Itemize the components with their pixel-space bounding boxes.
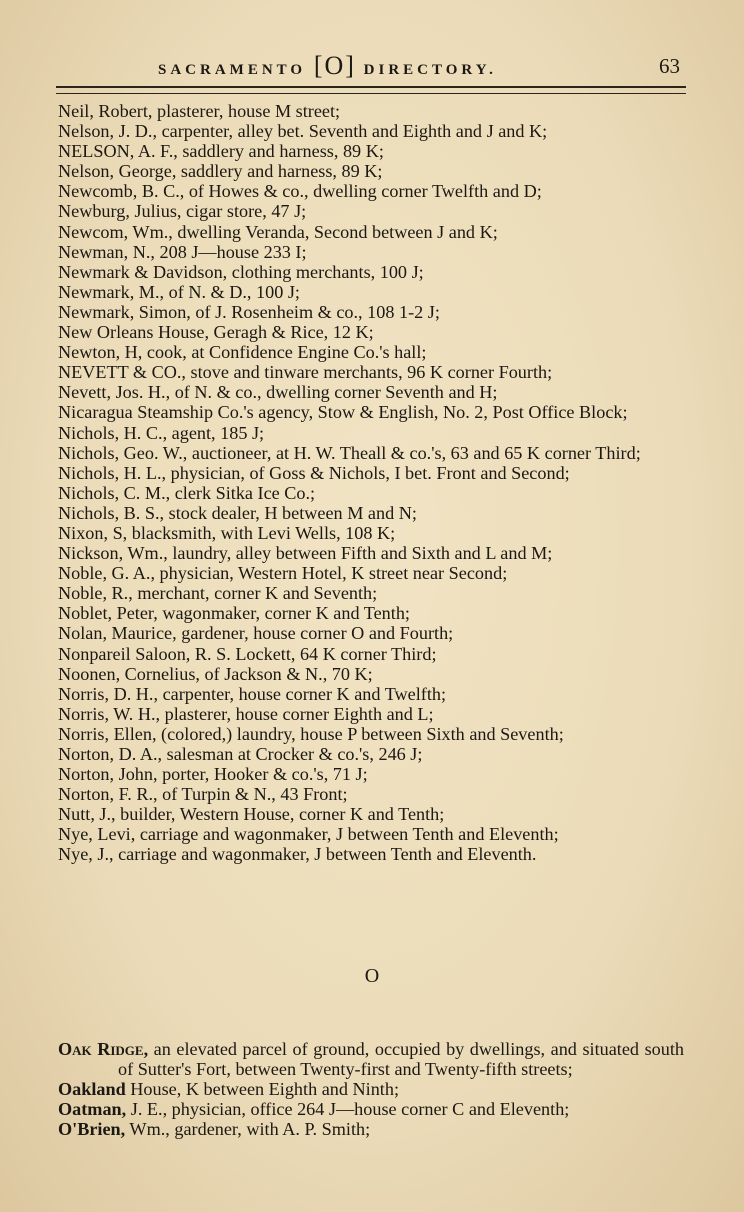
directory-entry: Nevett, Jos. H., of N. & co., dwelling corner Seventh and H; bbox=[58, 382, 498, 403]
directory-entry: Nichols, H. C., agent, 185 J; bbox=[58, 422, 265, 443]
directory-entry: Noble, R., merchant, corner K and Seventh; bbox=[58, 583, 378, 604]
running-title-left: SACRAMENTO bbox=[158, 62, 307, 78]
directory-entry: Newcomb, B. C., of Howes & co., dwelling corner Twelfth and D; bbox=[58, 181, 542, 202]
directory-entry: Nutt, J., builder, Western House, corner K and Tenth; bbox=[58, 804, 445, 825]
running-title bbox=[158, 51, 497, 81]
directory-entry: Norton, D. A., salesman at Crocker & co.'s, 246 J; bbox=[58, 744, 423, 764]
entries-n-list bbox=[58, 101, 684, 865]
directory-entry: Norris, Ellen, (colored,) laundry, house P between Sixth and Seventh; bbox=[58, 723, 564, 744]
directory-entry: Nichols, C. M., clerk Sitka Ice Co.; bbox=[58, 482, 316, 503]
entry-head-word: Oatman, bbox=[58, 1099, 127, 1120]
directory-entry bbox=[58, 1119, 684, 1139]
directory-entry: Newcom, Wm., dwelling Veranda, Second between J and K; bbox=[58, 221, 498, 242]
entry-text: Wm., gardener, with A. P. Smith; bbox=[125, 1119, 371, 1140]
directory-entry: Norris, W. H., plasterer, house corner Eighth and L; bbox=[58, 703, 434, 724]
directory-entry: Nichols, B. S., stock dealer, H between M and N; bbox=[58, 502, 417, 523]
directory-entry: Neil, Robert, plasterer, house M street; bbox=[58, 101, 341, 121]
directory-entry: Nixon, S, blacksmith, with Levi Wells, 108 K; bbox=[58, 522, 396, 543]
directory-entry: Newman, N., 208 J—house 233 I; bbox=[58, 241, 307, 262]
directory-entry: Noonen, Cornelius, of Jackson & N., 70 K; bbox=[58, 663, 373, 684]
directory-entry: Norris, D. H., carpenter, house corner K and Twelfth; bbox=[58, 683, 447, 704]
directory-entry: Nichols, H. L., physician, of Goss & Nichols, I bet. Front and Second; bbox=[58, 462, 570, 483]
entry-text: an elevated parcel of ground, occupied by dwellings, and situated south of Sutter's Fort, between Twenty-first and Twenty-fifth streets; bbox=[118, 1039, 684, 1080]
entries-o-list bbox=[58, 1039, 684, 1139]
entry-head-word: Oakland bbox=[58, 1079, 126, 1100]
section-letter: O bbox=[364, 965, 380, 987]
directory-entry: Newmark & Davidson, clothing merchants, 100 J; bbox=[58, 261, 424, 282]
directory-entry: Newton, H, cook, at Confidence Engine Co.'s hall; bbox=[58, 342, 427, 363]
entry-head-word: Oak Ridge, bbox=[58, 1039, 149, 1059]
directory-entry: Norton, John, porter, Hooker & co.'s, 71 J; bbox=[58, 764, 368, 785]
directory-entry: New Orleans House, Geragh & Rice, 12 K; bbox=[58, 322, 374, 343]
entry-head-word: O'Brien, bbox=[58, 1119, 126, 1140]
directory-entry: Nickson, Wm., laundry, alley between Fifth and Sixth and L and M; bbox=[58, 543, 553, 564]
directory-entry: Nichols, Geo. W., auctioneer, at H. W. Theall & co.'s, 63 and 65 K corner Third; bbox=[58, 442, 641, 463]
directory-entry: Newmark, M., of N. & D., 100 J; bbox=[58, 281, 300, 302]
directory-entry: NELSON, A. F., saddlery and harness, 89 K; bbox=[58, 141, 384, 162]
directory-entry: NEVETT & CO., stove and tinware merchants, 96 K corner Fourth; bbox=[58, 362, 553, 383]
directory-entry: Norton, F. R., of Turpin & N., 43 Front; bbox=[58, 784, 348, 805]
running-title-letter: [O] bbox=[313, 51, 356, 80]
directory-entry: Nonpareil Saloon, R. S. Lockett, 64 K corner Third; bbox=[58, 643, 437, 664]
running-title-right: DIRECTORY. bbox=[363, 62, 497, 78]
entry-text: House, K between Eighth and Ninth; bbox=[125, 1079, 399, 1100]
page-number: 63 bbox=[659, 53, 680, 78]
directory-entry: Nelson, George, saddlery and harness, 89 K; bbox=[58, 161, 383, 182]
entry-text: J. E., physician, office 264 J—house corner C and Eleventh; bbox=[126, 1099, 570, 1120]
directory-entry: Newburg, Julius, cigar store, 47 J; bbox=[58, 201, 307, 222]
directory-entry: Noble, G. A., physician, Western Hotel, K street near Second; bbox=[58, 563, 508, 584]
directory-entry: Nicaragua Steamship Co.'s agency, Stow & English, No. 2, Post Office Block; bbox=[58, 402, 628, 423]
directory-entry bbox=[58, 1099, 684, 1119]
header-rule bbox=[56, 86, 686, 94]
directory-entry: Nolan, Maurice, gardener, house corner O and Fourth; bbox=[58, 623, 454, 644]
directory-entry: Nelson, J. D., carpenter, alley bet. Seventh and Eighth and J and K; bbox=[58, 121, 548, 142]
directory-entry bbox=[58, 1079, 684, 1099]
directory-entry: Nye, J., carriage and wagonmaker, J between Tenth and Eleventh. bbox=[58, 844, 537, 865]
directory-entry: Noblet, Peter, wagonmaker, corner K and Tenth; bbox=[58, 603, 410, 624]
directory-entry: Newmark, Simon, of J. Rosenheim & co., 108 1-2 J; bbox=[58, 301, 440, 322]
page-header bbox=[150, 48, 680, 84]
directory-entry bbox=[58, 1039, 684, 1079]
directory-entry: Nye, Levi, carriage and wagonmaker, J between Tenth and Eleventh; bbox=[58, 824, 559, 845]
